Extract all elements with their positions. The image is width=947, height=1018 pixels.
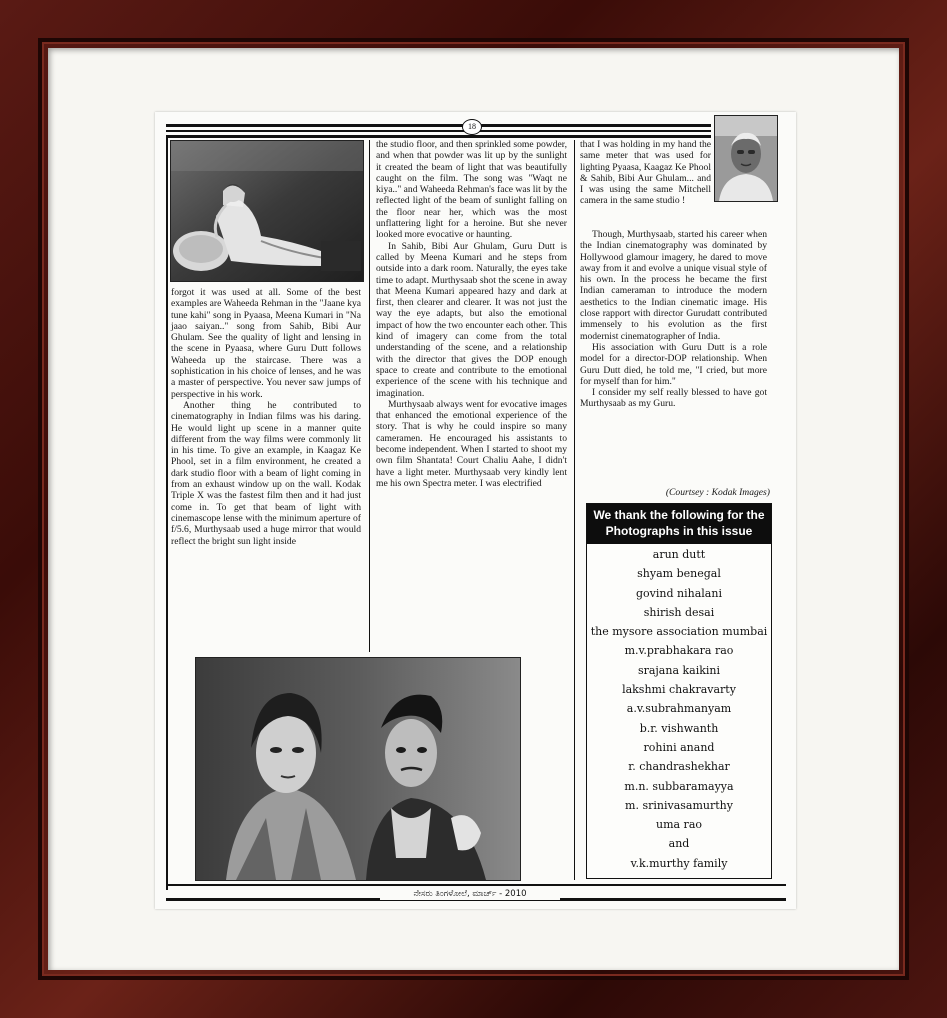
article-paragraph: Though, Murthysaab, started his career when the Indian cinematography was dominated by Hollywood glamour imagery, he dared to move away from it and evolve a unique visual style of his own. In the process he became the first Indian cameraman to introduce the modern aesthetics to the Indian cinematic image. His close rapport with director Gurudatt contributed immensely to his evolution as the first modernist cinematographer of India.	[580, 229, 767, 342]
thanks-name: govind nihalani	[636, 586, 722, 600]
film-still-waheeda-image	[171, 141, 363, 281]
header-rule-bottom	[166, 135, 711, 138]
portrait-murthy-image	[715, 116, 777, 201]
thanks-name: a.v.subrahmanyam	[626, 702, 732, 716]
article-paragraph: His association with Guru Dutt is a role model for a director-DOP relationship. When Guru Dutt died, he told me, "I cried, but more for myself than for him."	[580, 341, 767, 387]
thanks-name: m.n. subbaramayya	[624, 779, 734, 793]
thanks-name: b.r. vishwanth	[639, 721, 719, 735]
film-still-waheeda-photo	[170, 140, 364, 282]
column-divider-1	[369, 140, 370, 652]
thanks-name: m.v.prabhakara rao	[624, 644, 734, 658]
portrait-murthy-photo	[714, 115, 778, 202]
article-paragraph: that I was holding in my hand the same meter that was used for lighting Pyaasa, Kaagaz Ke Phool & Sahib, Bibi Aur Ghulam... and I was using the same Mitchell camera in the same studio !	[580, 139, 711, 207]
article-column-2	[376, 139, 567, 489]
thanks-name: srajana kaikini	[637, 663, 721, 677]
article-column-3	[580, 139, 711, 207]
header-rule-top	[166, 124, 711, 127]
thanks-name: shirish desai	[643, 605, 715, 619]
header-rule-mid	[166, 130, 711, 132]
thanks-name: v.k.murthy family	[630, 856, 728, 870]
article-paragraph: forgot it was used at all. Some of the best examples are Waheeda Rehman in the "Jaane kya tune kahi" song in Pyaasa, Meena Kumari in "Na jaao saiyan.." song from Sahib, Bibi Aur Ghulam. See the quality of light and lensing in the scene in Pyaasa, where Guru Dutt follows Waheeda up the staircase. There was a sophistication in his choice of lenses, and he was a master of perspective. You never saw jumps of perspective in his work.	[171, 287, 361, 400]
photo-thanks-heading: We thank the following for the Photographs in this issue	[587, 504, 771, 544]
column-divider-2	[574, 140, 575, 880]
film-still-guru-dutt-image	[196, 658, 520, 880]
page-number: 18	[462, 119, 482, 135]
thanks-name: uma rao	[655, 818, 702, 832]
film-still-guru-dutt-photo	[195, 657, 521, 881]
article-paragraph: Murthysaab always went for evocative images that enhanced the emotional experience of the story. That is why he could inspire so many cameramen. He encouraged his assistants to become independent. When I started to shoot my own film Shantata! Court Chaliu Aahe, I didn't have a light meter. Murthysaab very kindly lent me his own Spectra meter. I was electrified	[376, 398, 567, 489]
left-border-rule	[166, 138, 168, 890]
thanks-name: the mysore association mumbai	[590, 625, 768, 639]
thanks-name: shyam benegal	[637, 567, 721, 581]
photo-thanks-list	[587, 544, 771, 873]
footer-masthead: ನೇಸರು ತಿಂಗಳೋಲೆ, ಮಾರ್ಚ್ - 2010	[380, 888, 560, 900]
article-paragraph: In Sahib, Bibi Aur Ghulam, Guru Dutt is called by Meena Kumari and he steps from outside into a dark room. Naturally, the eyes take time to adapt. Murthysaab shot the scene in away that Meena Kumari appeared hazy and dark at first, then clearer and clearer. It was not just the way the eye adapts, but also the emotional impact of how the two encounter each other. This kind of imagery can come from the total understanding of the scene, and a relationship with the director that gives the DOP enough space to create and contribute to the emotional experience of the scene with his technique and imagination.	[376, 240, 567, 399]
thanks-name: m. srinivasamurthy	[625, 798, 733, 812]
thanks-name: arun dutt	[652, 548, 706, 561]
article-column-3-continued	[580, 229, 767, 410]
footer-rule-top	[166, 884, 786, 886]
thanks-name: lakshmi chakravarty	[622, 683, 736, 697]
article-paragraph: the studio floor, and then sprinkled some powder, and when that powder was lit up by the sunlight it created the beam of light that was beautifully caught on the film. The song was "Waqt ne kiya.." and Waheeda Rehman's face was lit by the reflected light of the beam of sunlight falling on the floor near her, which was the most unflattering light for a heroine. But she never looked more evocative or haunting.	[376, 139, 567, 241]
thanks-name: r. chandrashekhar	[628, 760, 730, 774]
thanks-name: rohini anand	[643, 740, 715, 754]
photo-thanks-box	[586, 503, 772, 879]
thanks-name: and	[668, 837, 690, 851]
article-paragraph: Another thing he contributed to cinematography in Indian films was his daring. He would light up scene in a manner quite different from the way films were commonly lit in his time. To give an example, in Kaagaz Ke Phool, set in a film environment, he created a dark studio floor with a beam of light coming in from an exhaust window up on the wall. Kodak Triple X was the fastest film then and it had just come in. To get that beam of light with cinemascope lense with the minimum aperture of f/5.6, Murthysaab used a huge mirror that would reflect the bright sun light inside	[171, 399, 361, 547]
article-column-1	[171, 287, 361, 547]
article-paragraph: I consider my self really blessed to have got Murthysaab as my Guru.	[580, 387, 767, 410]
image-credit: (Courtsey : Kodak Images)	[665, 487, 770, 498]
